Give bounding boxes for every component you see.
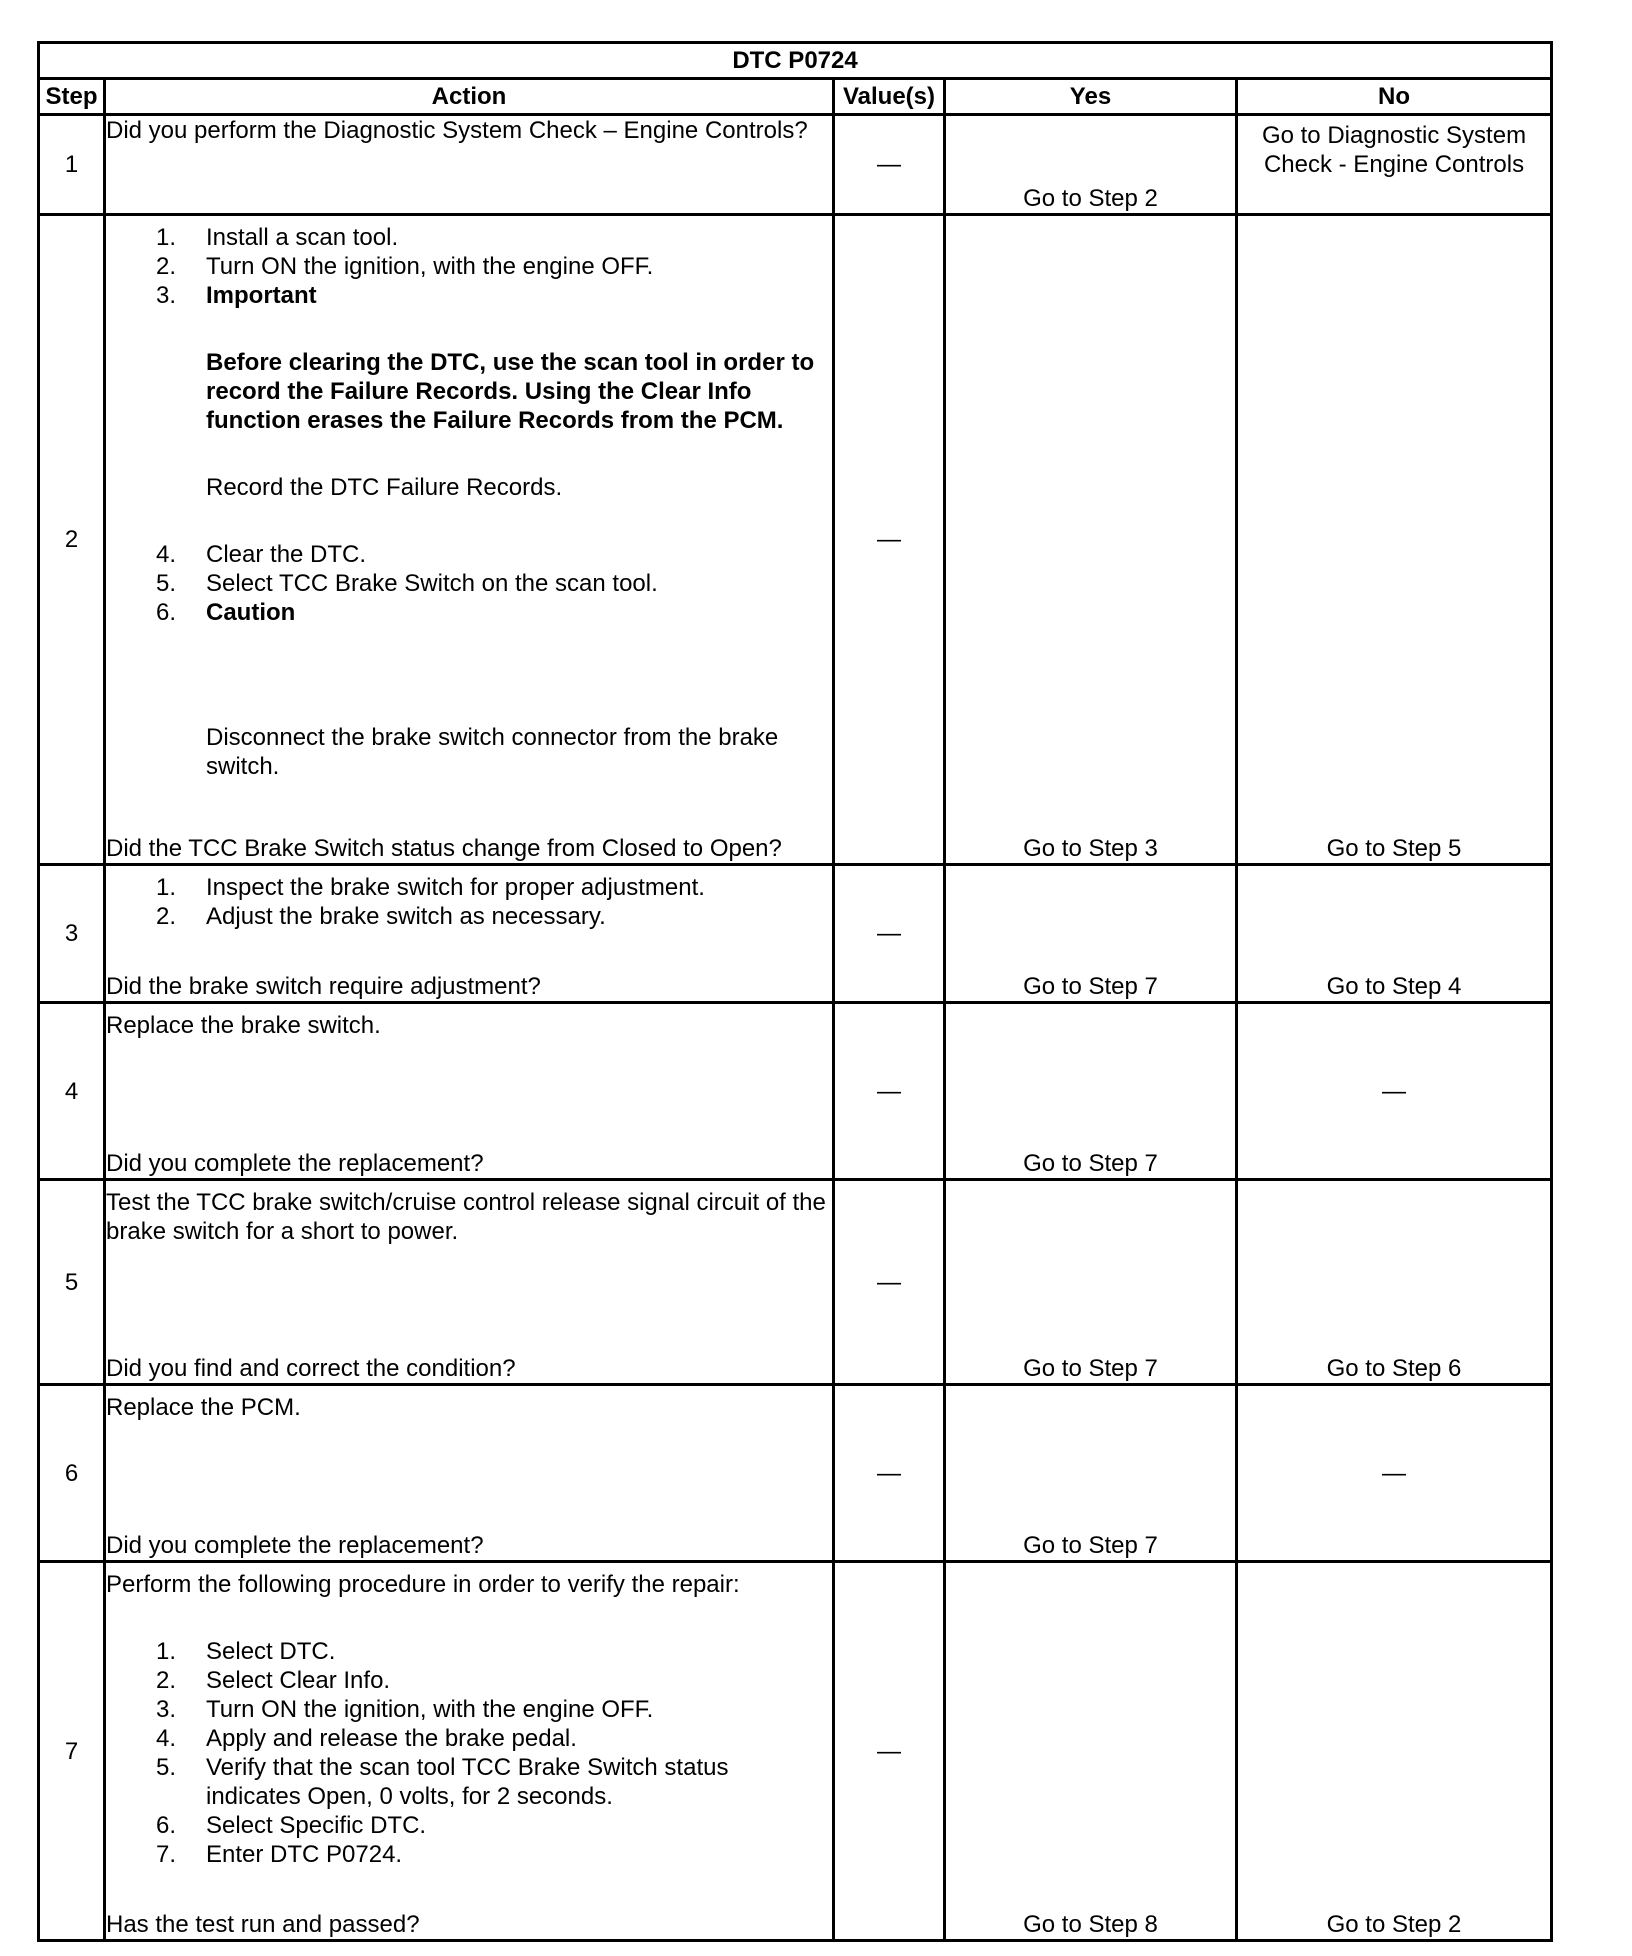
yes-cell: Go to Step 7 <box>945 1385 1237 1562</box>
value-cell: — <box>834 1385 945 1562</box>
list-item <box>106 1811 832 1840</box>
record-text: Record the DTC Failure Records. <box>206 474 563 501</box>
list-item <box>106 1753 832 1811</box>
dtc-table <box>37 41 1553 1942</box>
action-cell <box>105 215 834 865</box>
item-text: Install a scan tool. <box>206 224 399 251</box>
item-number: 1. <box>155 224 176 251</box>
table-title: DTC P0724 <box>39 43 1552 79</box>
list-item <box>106 252 832 281</box>
no-cell: Go to Diagnostic System Check - Engine Controls <box>1237 115 1552 215</box>
header-no: No <box>1237 79 1552 115</box>
action-cell <box>105 115 834 215</box>
value-cell: — <box>834 215 945 865</box>
important-note: Before clearing the DTC, use the scan tool in order to record the Failure Records. Using the Clear Info function erases the Failure Records from the PCM. <box>206 349 815 434</box>
list-item <box>106 902 832 931</box>
value-cell: — <box>834 1562 945 1941</box>
yes-cell: Go to Step 7 <box>945 1003 1237 1180</box>
intro-text: Replace the PCM. <box>106 1394 301 1421</box>
item-number: 3. <box>155 282 176 309</box>
intro-text: Perform the following procedure in order to verify the repair: <box>106 1571 740 1598</box>
step-number: 1 <box>39 115 105 215</box>
list-item <box>106 873 832 902</box>
list-item <box>106 1637 832 1666</box>
step-number: 2 <box>39 215 105 865</box>
item-number: 2. <box>155 1667 176 1694</box>
list-item <box>106 598 832 627</box>
item-text: Turn ON the ignition, with the engine OFF. <box>206 253 654 280</box>
item-text: Apply and release the brake pedal. <box>206 1725 577 1752</box>
yes-cell: Go to Step 7 <box>945 1180 1237 1385</box>
item-number: 1. <box>155 1638 176 1665</box>
action-cell <box>105 1180 834 1385</box>
question-text: Did you find and correct the condition? <box>106 1355 516 1382</box>
item-text: Turn ON the ignition, with the engine OFF. <box>206 1696 654 1723</box>
item-text: Select Specific DTC. <box>206 1812 427 1839</box>
item-text: Select DTC. <box>206 1638 336 1665</box>
item-number: 2. <box>155 903 176 930</box>
table-row-step-7 <box>39 1562 1552 1941</box>
header-yes: Yes <box>945 79 1237 115</box>
item-text: Clear the DTC. <box>206 541 367 568</box>
question-text: Did the brake switch require adjustment? <box>106 973 541 1000</box>
value-cell: — <box>834 865 945 1003</box>
item-number: 6. <box>155 599 176 626</box>
value-cell: — <box>834 115 945 215</box>
no-cell: Go to Step 6 <box>1237 1180 1552 1385</box>
item-number: 3. <box>155 1696 176 1723</box>
question-text: Did you complete the replacement? <box>106 1150 484 1177</box>
value-cell: — <box>834 1180 945 1385</box>
no-cell: Go to Step 4 <box>1237 865 1552 1003</box>
table-row-step-5 <box>39 1180 1552 1385</box>
question-text: Did you perform the Diagnostic System Check – Engine Controls? <box>106 117 808 144</box>
item-text: Select TCC Brake Switch on the scan tool. <box>206 570 658 597</box>
item-text: Inspect the brake switch for proper adjustment. <box>206 874 705 901</box>
item-text: Adjust the brake switch as necessary. <box>206 903 606 930</box>
item-number: 6. <box>155 1812 176 1839</box>
caution-label: Caution <box>206 599 296 626</box>
table-row-step-6 <box>39 1385 1552 1562</box>
step-number: 3 <box>39 865 105 1003</box>
list-item <box>106 1724 832 1753</box>
item-number: 2. <box>155 253 176 280</box>
step-number: 5 <box>39 1180 105 1385</box>
step-number: 4 <box>39 1003 105 1180</box>
no-cell: Go to Step 5 <box>1237 215 1552 865</box>
table-row-step-2 <box>39 215 1552 865</box>
header-action: Action <box>105 79 834 115</box>
list-item <box>106 281 832 310</box>
yes-cell: Go to Step 7 <box>945 865 1237 1003</box>
header-values: Value(s) <box>834 79 945 115</box>
item-number: 4. <box>155 1725 176 1752</box>
item-text: Verify that the scan tool TCC Brake Switch status indicates Open, 0 volts, for 2 seconds. <box>206 1754 729 1810</box>
caution-text: Disconnect the brake switch connector from the brake switch. <box>206 724 779 780</box>
step-number: 6 <box>39 1385 105 1562</box>
question-text: Did the TCC Brake Switch status change from Closed to Open? <box>106 835 782 862</box>
action-cell <box>105 1003 834 1180</box>
item-number: 5. <box>155 1754 176 1781</box>
important-label: Important <box>206 282 317 309</box>
yes-cell: Go to Step 8 <box>945 1562 1237 1941</box>
list-item <box>106 1695 832 1724</box>
value-cell: — <box>834 1003 945 1180</box>
question-text: Has the test run and passed? <box>106 1911 420 1938</box>
list-item <box>106 1666 832 1695</box>
list-item <box>106 1840 832 1869</box>
no-cell: — <box>1237 1385 1552 1562</box>
no-cell: Go to Step 2 <box>1237 1562 1552 1941</box>
action-cell <box>105 865 834 1003</box>
yes-cell: Go to Step 2 <box>945 115 1237 215</box>
table-row-step-4 <box>39 1003 1552 1180</box>
list-item <box>106 540 832 569</box>
intro-text: Test the TCC brake switch/cruise control release signal circuit of the brake switch for a short to power. <box>106 1189 826 1245</box>
item-text: Select Clear Info. <box>206 1667 391 1694</box>
table-row-step-1 <box>39 115 1552 215</box>
intro-text: Replace the brake switch. <box>106 1012 381 1039</box>
item-number: 1. <box>155 874 176 901</box>
item-number: 7. <box>155 1841 176 1868</box>
yes-cell: Go to Step 3 <box>945 215 1237 865</box>
table-row-step-3 <box>39 865 1552 1003</box>
item-number: 5. <box>155 570 176 597</box>
question-text: Did you complete the replacement? <box>106 1532 484 1559</box>
item-number: 4. <box>155 541 176 568</box>
action-cell <box>105 1385 834 1562</box>
item-text: Enter DTC P0724. <box>206 1841 403 1868</box>
list-item <box>106 569 832 598</box>
list-item <box>106 223 832 252</box>
step-number: 7 <box>39 1562 105 1941</box>
action-cell <box>105 1562 834 1941</box>
header-step: Step <box>39 79 105 115</box>
no-cell: — <box>1237 1003 1552 1180</box>
